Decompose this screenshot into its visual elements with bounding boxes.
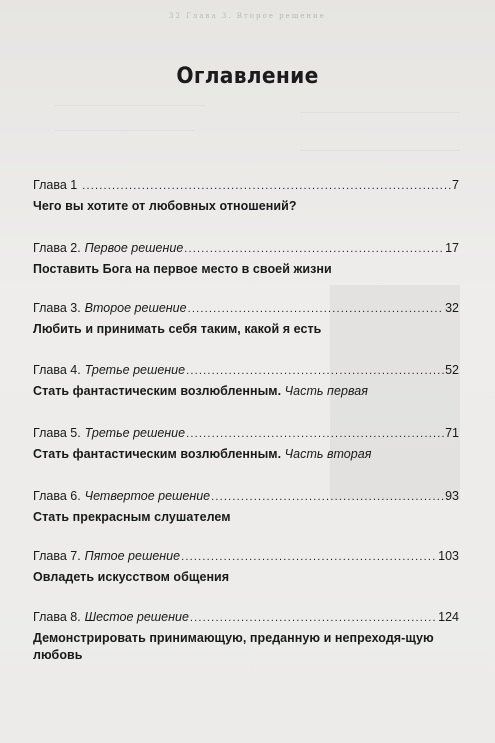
- chapter-label: Глава 7.: [33, 549, 81, 563]
- toc-entry-heading: [33, 362, 459, 379]
- dot-leader: [190, 610, 437, 626]
- chapter-subtitle: Четвертое решение: [84, 489, 211, 503]
- toc-entry-2: [33, 240, 459, 278]
- chapter-subtitle: Первое решение: [84, 241, 184, 255]
- toc-entry-heading: [33, 240, 459, 257]
- toc-entry-3: [33, 300, 459, 338]
- chapter-title: [33, 569, 459, 586]
- chapter-label: Глава 6.: [33, 489, 81, 503]
- chapter-title-suffix: Часть вторая: [284, 447, 372, 461]
- page-number: 52: [445, 363, 459, 377]
- show-through-line: [300, 150, 460, 151]
- show-through-line: [300, 112, 460, 113]
- chapter-title-suffix: Часть первая: [284, 384, 369, 398]
- chapter-title-text: Любить и принимать себя таким, какой я есть: [33, 322, 322, 336]
- chapter-title: [33, 446, 459, 463]
- page-number: 32: [445, 301, 459, 315]
- toc-entry-8: [33, 609, 459, 664]
- dot-leader: [211, 489, 444, 505]
- page-number: 7: [452, 178, 459, 192]
- chapter-title: [33, 383, 459, 400]
- chapter-label: Глава 1: [33, 178, 78, 192]
- chapter-label: Глава 5.: [33, 426, 81, 440]
- toc-entry-heading: [33, 548, 459, 565]
- page-number: 124: [438, 610, 459, 624]
- chapter-title: [33, 261, 459, 278]
- chapter-title-text: Чего вы хотите от любовных отношений?: [33, 199, 297, 213]
- chapter-subtitle: Шестое решение: [84, 610, 189, 624]
- dot-leader: [184, 241, 444, 257]
- toc-entry-heading: [33, 425, 459, 442]
- chapter-title-text: Овладеть искусством общения: [33, 570, 230, 584]
- show-through-line: [55, 130, 195, 131]
- toc-entry-5: [33, 425, 459, 463]
- chapter-title: [33, 321, 459, 338]
- page-title: Оглавление: [176, 64, 319, 89]
- toc-entry-heading: [33, 488, 459, 505]
- dot-leader: [186, 426, 444, 442]
- chapter-title-text: Стать фантастическим возлюбленным.: [33, 447, 282, 461]
- page-number: 103: [438, 549, 459, 563]
- chapter-label: Глава 8.: [33, 610, 81, 624]
- dot-leader: [82, 178, 451, 194]
- page-number: 93: [445, 489, 459, 503]
- running-head: 32 Глава 3. Второе решение: [169, 12, 326, 20]
- chapter-title-text: Стать прекрасным слушателем: [33, 510, 231, 524]
- toc-entry-heading: [33, 609, 459, 626]
- toc-entry-4: [33, 362, 459, 400]
- dot-leader: [188, 301, 445, 317]
- chapter-title-text: Поставить Бога на первое место в своей жизни: [33, 262, 332, 276]
- chapter-title-text: Демонстрировать принимающую, преданную и непреходя-щую любовь: [33, 631, 434, 662]
- chapter-label: Глава 3.: [33, 301, 81, 315]
- page-number: 17: [445, 241, 459, 255]
- chapter-title: [33, 630, 459, 664]
- dot-leader: [181, 549, 437, 565]
- show-through-line: [55, 105, 205, 106]
- toc-entry-7: [33, 548, 459, 586]
- toc-entry-1: [33, 177, 459, 215]
- chapter-title: [33, 509, 459, 526]
- chapter-subtitle: Второе решение: [84, 301, 187, 315]
- chapter-title: [33, 198, 459, 215]
- chapter-label: Глава 4.: [33, 363, 81, 377]
- page-number: 71: [445, 426, 459, 440]
- chapter-subtitle: Третье решение: [84, 426, 186, 440]
- toc-entry-6: [33, 488, 459, 526]
- chapter-label: Глава 2.: [33, 241, 81, 255]
- toc-entry-heading: [33, 300, 459, 317]
- toc-entry-heading: [33, 177, 459, 194]
- chapter-subtitle: Пятое решение: [84, 549, 181, 563]
- chapter-title-text: Стать фантастическим возлюбленным.: [33, 384, 282, 398]
- dot-leader: [186, 363, 444, 379]
- chapter-subtitle: Третье решение: [84, 363, 186, 377]
